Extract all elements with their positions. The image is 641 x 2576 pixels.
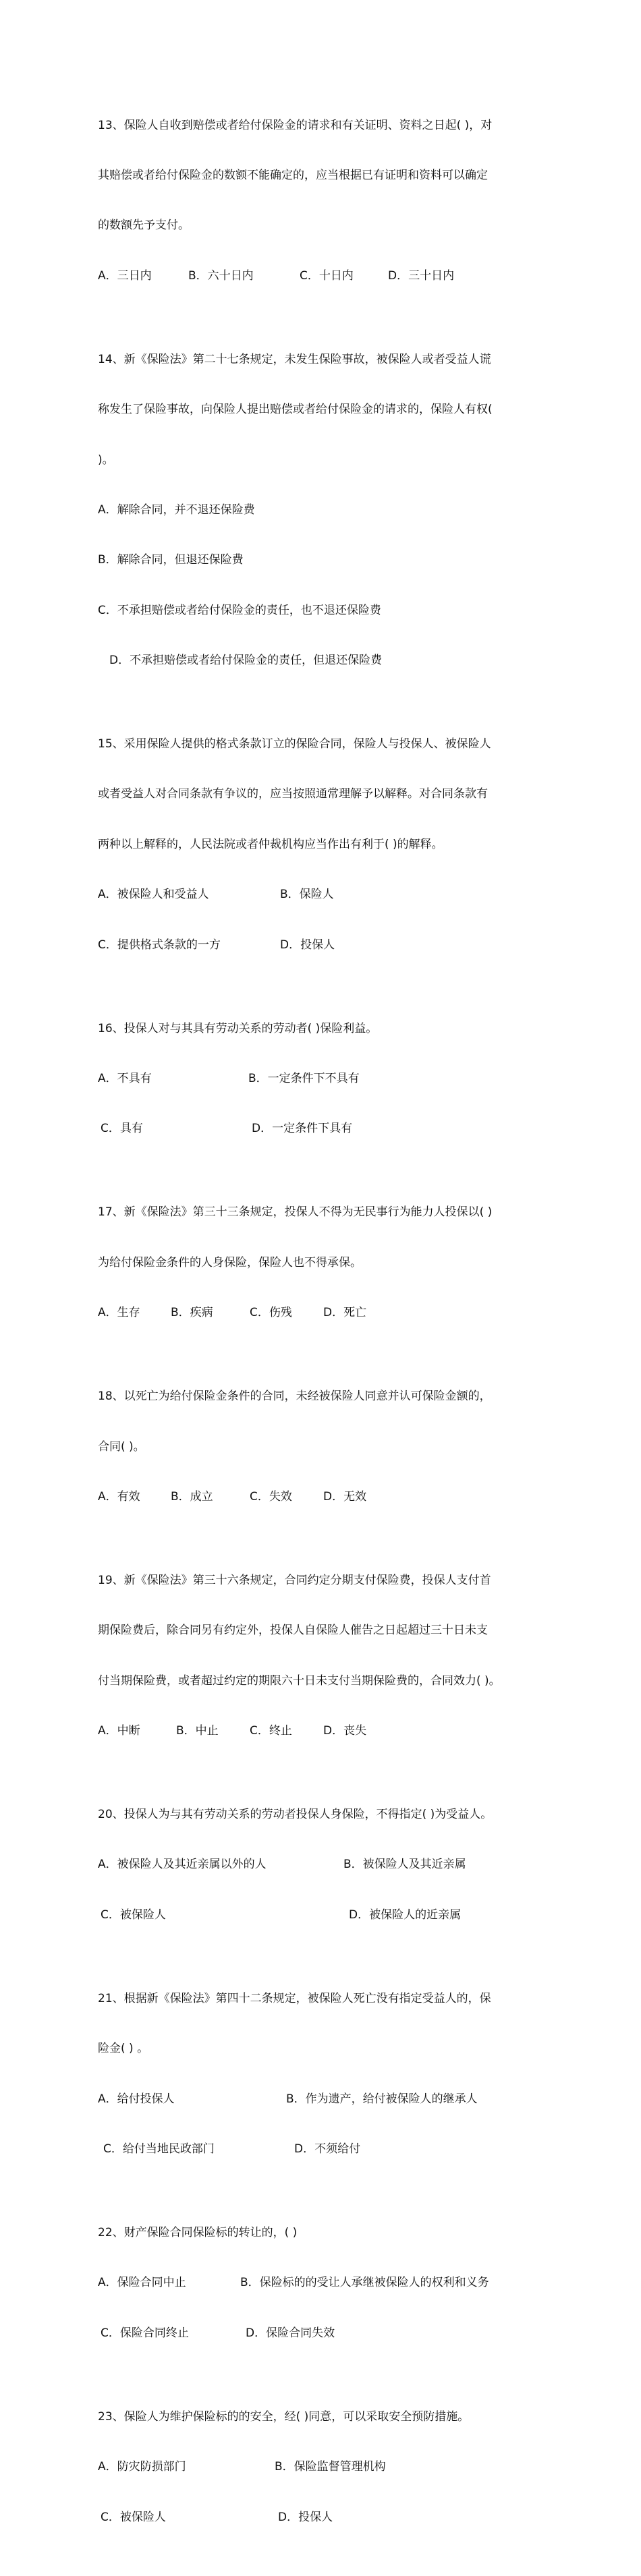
- option-b: B．成立: [171, 1489, 213, 1504]
- option-b: B．保险监督管理机构: [275, 2460, 386, 2474]
- option-b: B．保险人: [280, 888, 334, 902]
- option-a: A．解除合同，并不退还保险费: [98, 503, 255, 517]
- question-text-line: 付当期保险费，或者超过约定的期限六十日未支付当期保险费的，合同效力( )。: [98, 1673, 501, 1688]
- option-row: [98, 1305, 550, 1321]
- option-a: A．不具有: [98, 1072, 152, 1086]
- question-16: [98, 987, 550, 1171]
- question-text-line: 14、新《保险法》第二十七条规定，未发生保险事故，被保险人或者受益人谎: [98, 352, 491, 366]
- option-c: C．终止: [250, 1724, 292, 1738]
- option-d: D．死亡: [323, 1306, 367, 1320]
- option-b: B．解除合同，但退还保险费: [98, 553, 244, 567]
- option-d: D．一定条件下具有: [252, 1122, 353, 1136]
- option-row: [98, 886, 550, 903]
- option-row: [98, 1856, 550, 1873]
- question-text-line: 22、财产保险合同保险标的转让的，( ): [98, 2226, 298, 2239]
- option-row: [98, 2509, 550, 2526]
- question-19: [98, 1539, 550, 1773]
- option-d: D．投保人: [278, 2510, 333, 2524]
- question-18: [98, 1355, 550, 1539]
- option-row: [98, 2459, 550, 2475]
- option-c: C．给付当地民政部门: [103, 2142, 215, 2156]
- option-row: [98, 1489, 550, 1506]
- question-22: [98, 2191, 550, 2375]
- option-row: [98, 937, 550, 954]
- question-text-line: 的数额先予支付。: [98, 219, 190, 233]
- question-text-line: 17、新《保险法》第三十三条规定，投保人不得为无民事行为能力人投保以( ): [98, 1205, 493, 1220]
- option-row: [98, 2091, 550, 2108]
- option-b: B．被保险人及其近亲属: [343, 1858, 466, 1872]
- option-b: B．疾病: [171, 1306, 213, 1320]
- option-a: A．防灾防损部门: [98, 2460, 186, 2474]
- question-text-line: 两种以上解释的，人民法院或者仲裁机构应当作出有利于( )的解释。: [98, 837, 443, 851]
- option-b: B．中止: [176, 1724, 219, 1738]
- question-text-line: 期保险费后，除合同另有约定外，投保人自保险人催告之日起超过三十日未支: [98, 1624, 488, 1638]
- question-text-line: 19、新《保险法》第三十六条规定，合同约定分期支付保险费，投保人支付首: [98, 1573, 491, 1587]
- option-row: [98, 1120, 550, 1137]
- option-row: [98, 268, 550, 285]
- option-row: [98, 2141, 550, 2158]
- option-d: D．保险合同失效: [246, 2326, 335, 2340]
- option-c: C．具有: [101, 1122, 143, 1136]
- option-c: C．保险合同终止: [101, 2326, 189, 2340]
- option-b: B．作为遗产，给付被保险人的继承人: [286, 2092, 478, 2106]
- option-a: A．有效: [98, 1489, 140, 1504]
- question-13: [98, 84, 550, 318]
- question-text-line: 称发生了保险事故，向保险人提出赔偿或者给付保险金的请求的，保险人有权(: [98, 403, 493, 417]
- question-list: [98, 84, 550, 2559]
- option-d: D．不须给付: [294, 2142, 361, 2156]
- option-c: C．失效: [250, 1489, 292, 1504]
- option-d: D．无效: [323, 1489, 367, 1504]
- option-a: A．被保险人和受益人: [98, 888, 209, 902]
- option-d: D．被保险人的近亲属: [349, 1908, 462, 1922]
- question-text-line: 13、保险人自收到赔偿或者给付保险金的请求和有关证明、资料之日起( )，对: [98, 118, 493, 132]
- option-c: C．不承担赔偿或者给付保险金的责任，也不退还保险费: [98, 603, 381, 617]
- option-c: C．被保险人: [101, 2510, 166, 2524]
- option-a: A．三日内: [98, 268, 152, 283]
- question-text-line: 为给付保险金条件的人身保险，保险人也不得承保。: [98, 1255, 362, 1269]
- question-15: [98, 702, 550, 987]
- option-a: A．中断: [98, 1724, 140, 1738]
- option-b: B．保险标的的受让人承继被保险人的权利和义务: [240, 2276, 489, 2290]
- question-text-line: 合同( )。: [98, 1439, 145, 1454]
- option-row: [98, 2274, 550, 2291]
- question-17: [98, 1171, 550, 1355]
- question-text-line: 其赔偿或者给付保险金的数额不能确定的，应当根据已有证明和资料可以确定: [98, 168, 488, 182]
- question-23: [98, 2375, 550, 2559]
- option-a: A．生存: [98, 1306, 140, 1320]
- option-b: B．一定条件下不具有: [248, 1072, 360, 1086]
- question-text-line: 23、保险人为维护保险标的的安全，经( )同意，可以采取安全预防措施。: [98, 2409, 470, 2424]
- option-c: C．伤残: [250, 1306, 292, 1320]
- option-row: [98, 1070, 550, 1087]
- option-c: C．提供格式条款的一方: [98, 938, 221, 952]
- option-row: [98, 2325, 550, 2342]
- option-d: D．投保人: [280, 938, 335, 952]
- option-b: B．六十日内: [188, 268, 254, 283]
- question-text-line: 20、投保人为与其有劳动关系的劳动者投保人身保险，不得指定( )为受益人。: [98, 1808, 493, 1822]
- option-a: A．保险合同中止: [98, 2276, 186, 2290]
- question-14: [98, 318, 550, 702]
- option-a: A．给付投保人: [98, 2092, 175, 2106]
- option-row: [98, 1723, 550, 1740]
- question-text-line: 18、以死亡为给付保险金条件的合同，未经被保险人同意并认可保险金额的，: [98, 1390, 491, 1404]
- question-text-line: 15、采用保险人提供的格式条款订立的保险合同，保险人与投保人、被保险人: [98, 737, 491, 751]
- question-text-line: 16、投保人对与其具有劳动关系的劳动者( )保险利益。: [98, 1021, 378, 1035]
- question-text-line: )。: [98, 453, 114, 467]
- option-row: [98, 1907, 550, 1924]
- option-a: A．被保险人及其近亲属以外的人: [98, 1858, 267, 1872]
- question-20: [98, 1773, 550, 1957]
- option-d: D．三十日内: [388, 268, 455, 283]
- option-d: D．不承担赔偿或者给付保险金的责任，但退还保险费: [109, 654, 383, 668]
- question-text-line: 21、根据新《保险法》第四十二条规定，被保险人死亡没有指定受益人的，保: [98, 1991, 491, 2005]
- option-d: D．丧失: [323, 1724, 367, 1738]
- question-text-line: 或者受益人对合同条款有争议的，应当按照通常理解予以解释。对合同条款有: [98, 787, 488, 801]
- option-c: C．十日内: [300, 268, 354, 283]
- question-text-line: 险金( ) 。: [98, 2042, 149, 2056]
- option-c: C．被保险人: [101, 1908, 166, 1922]
- question-21: [98, 1957, 550, 2191]
